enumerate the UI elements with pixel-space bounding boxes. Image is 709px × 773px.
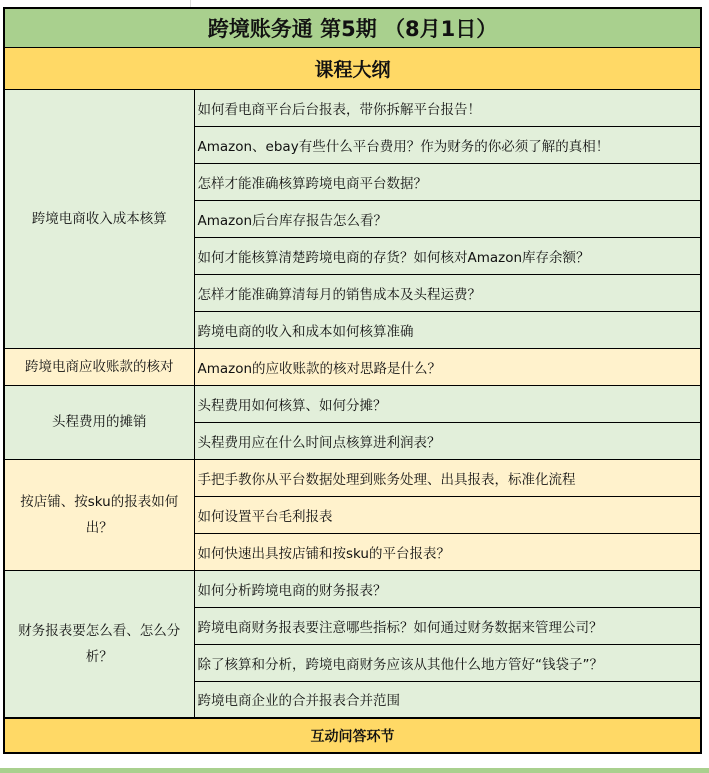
category-cell[interactable]: 财务报表要怎么看、怎么分析？ [4, 570, 194, 718]
table-row [4, 570, 701, 607]
category-cell[interactable]: 头程费用的摊销 [4, 385, 194, 459]
topic-cell[interactable]: 如何快速出具按店铺和按sku的平台报表？ [194, 533, 701, 570]
course-outline-sheet [3, 7, 702, 754]
topic-cell[interactable]: 手把手教你从平台数据处理到账务处理、出具报表，标准化流程 [194, 459, 701, 496]
outline-table [3, 7, 702, 754]
topic-cell[interactable]: 如何看电商平台后台报表，带你拆解平台报告！ [194, 89, 701, 126]
topic-cell[interactable]: 跨境电商财务报表要注意哪些指标？如何通过财务数据来管理公司？ [194, 607, 701, 644]
topic-cell[interactable]: 怎样才能准确核算跨境电商平台数据？ [194, 163, 701, 200]
topic-cell[interactable]: 跨境电商的收入和成本如何核算准确 [194, 311, 701, 348]
table-row [4, 89, 701, 126]
topic-cell[interactable]: 跨境电商企业的合并报表合并范围 [194, 681, 701, 718]
qa-session-cell[interactable]: 互动问答环节 [4, 718, 701, 753]
topic-cell[interactable]: 怎样才能准确算清每月的销售成本及头程运费？ [194, 274, 701, 311]
table-row [4, 459, 701, 496]
topic-cell[interactable]: 如何分析跨境电商的财务报表？ [194, 570, 701, 607]
topic-cell[interactable]: Amazon的应收账款的核对思路是什么？ [194, 348, 701, 385]
section-heading[interactable]: 课程大纲 [4, 47, 701, 89]
topic-cell[interactable]: 如何才能核算清楚跨境电商的存货？如何核对Amazon库存余额？ [194, 237, 701, 274]
table-row [4, 385, 701, 422]
category-cell[interactable]: 跨境电商应收账款的核对 [4, 348, 194, 385]
category-cell[interactable]: 跨境电商收入成本核算 [4, 89, 194, 348]
topic-cell[interactable]: 如何设置平台毛利报表 [194, 496, 701, 533]
table-row [4, 348, 701, 385]
topic-cell[interactable]: Amazon、ebay有些什么平台费用？作为财务的你必须了解的真相！ [194, 126, 701, 163]
topic-cell[interactable]: 头程费用如何核算、如何分摊？ [194, 385, 701, 422]
topic-cell[interactable]: 头程费用应在什么时间点核算进利润表？ [194, 422, 701, 459]
footer-row [4, 718, 701, 753]
sheet-title[interactable]: 跨境账务通 第5期 （8月1日） [4, 8, 701, 47]
category-cell[interactable]: 按店铺、按sku的报表如何出？ [4, 459, 194, 570]
topic-cell[interactable]: Amazon后台库存报告怎么看？ [194, 200, 701, 237]
bottom-row-strip [0, 768, 709, 773]
topic-cell[interactable]: 除了核算和分析，跨境电商财务应该从其他什么地方管好“钱袋子”？ [194, 644, 701, 681]
